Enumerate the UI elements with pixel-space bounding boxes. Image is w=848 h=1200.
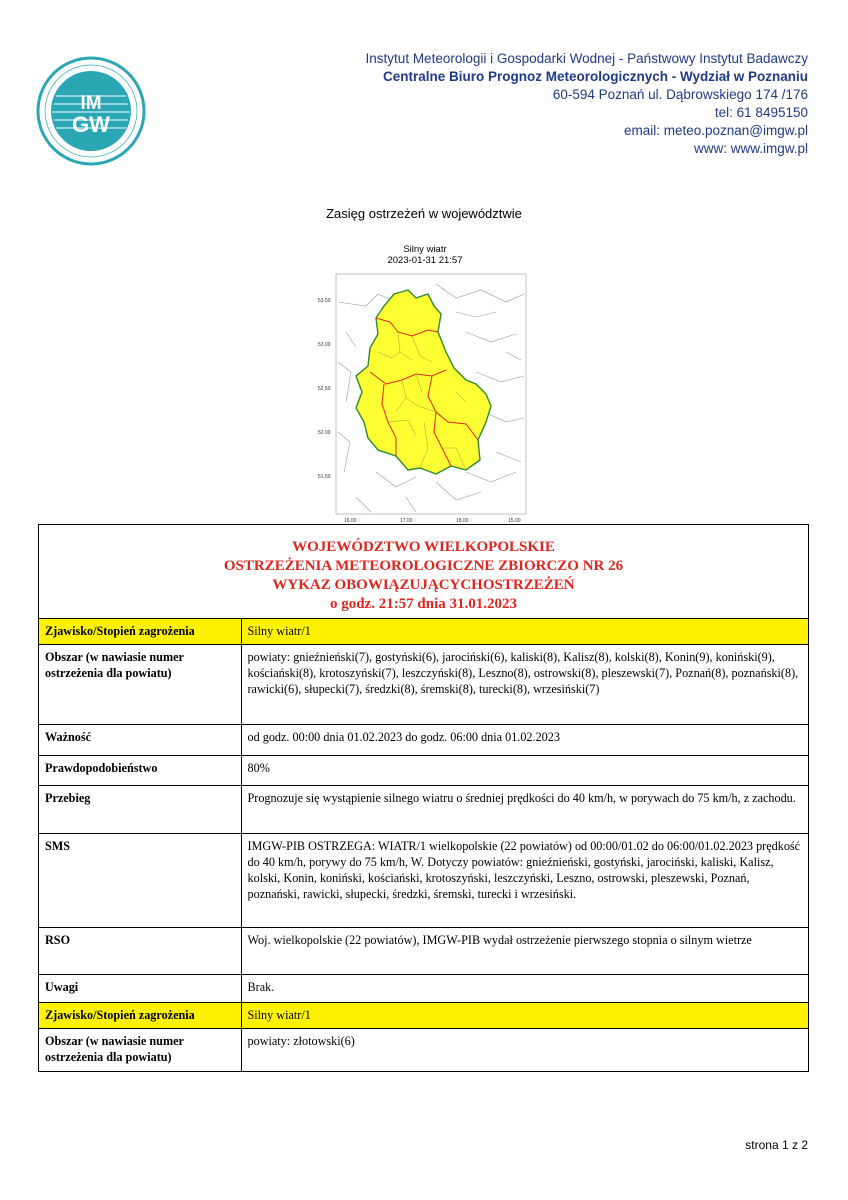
row-label: RSO [39,928,241,975]
row-value: od godz. 00:00 dnia 01.02.2023 do godz. 06:00 dnia 01.02.2023 [241,725,808,756]
heading-line: WYKAZ OBOWIĄZUJĄCYCHOSTRZEŻEŃ [272,577,575,593]
table-row [39,834,808,928]
table-row [39,756,808,786]
map-caption [340,244,510,266]
row-value: Brak. [241,975,808,1003]
lon-tick: 15.00 [508,518,521,524]
warnings-table [39,619,808,1071]
table-row [39,1003,808,1029]
svg-text:IM: IM [80,93,102,114]
heading-line: OSTRZEŻENIA METEOROLOGICZNE ZBIORCZO NR 26 [223,558,624,574]
website: www: www.imgw.pl [693,141,808,156]
document-heading [39,525,808,619]
lon-tick: 16.00 [344,518,357,524]
table-row [39,619,808,645]
lat-tick: 53.00 [318,342,331,348]
row-value: 80% [241,756,808,786]
table-row [39,1029,808,1071]
svg-text:GW: GW [72,112,110,137]
table-row [39,645,808,725]
row-label: Uwagi [39,975,241,1003]
table-row [39,786,808,834]
heading-line: WOJEWÓDZTWO WIELKOPOLSKIE [292,539,555,555]
lon-tick: 18.00 [456,518,469,524]
row-label: Zjawisko/Stopień zagrożenia [39,1003,241,1029]
row-label: SMS [39,834,241,928]
row-label: Przebieg [39,786,241,834]
lat-tick: 51.50 [318,474,331,480]
warning-map [316,272,532,524]
row-value: Silny wiatr/1 [241,1003,808,1029]
warning-document [38,524,809,1072]
institute-name: Instytut Meteorologii i Gospodarki Wodnej - Państwowy Instytut Badawczy [365,51,808,66]
table-row [39,928,808,975]
row-label: Zjawisko/Stopień zagrożenia [39,619,241,645]
institute-header [366,50,808,158]
table-row [39,975,808,1003]
row-value: Prognozuje się wystąpienie silnego wiatru o średniej prędkości do 40 km/h, w porywach do 75 km/h, z zachodu. [241,786,808,834]
heading-line: o godz. 21:57 dnia 31.01.2023 [329,596,518,612]
page-number: strona 1 z 2 [745,1138,808,1152]
bureau-name: Centralne Biuro Prognoz Meteorologicznych - Wydział w Poznaniu [382,69,808,84]
map-section-title: Zasięg ostrzeżeń w województwie [326,206,522,221]
row-label: Obszar (w nawiasie numer ostrzeżenia dla powiatu) [39,645,241,725]
row-value: Woj. wielkopolskie (22 powiatów), IMGW-PIB wydał ostrzeżenie pierwszego stopnia o silnym wietrze [241,928,808,975]
phone: tel: 61 8495150 [714,105,808,120]
row-label: Prawdopodobieństwo [39,756,241,786]
row-value: powiaty: złotowski(6) [241,1029,808,1071]
lat-tick: 52.50 [318,386,331,392]
row-value: IMGW-PIB OSTRZEGA: WIATR/1 wielkopolskie (22 powiatów) od 00:00/01.02 do 06:00/01.02.2023 prędkość do 40 km/h, porywy do 75 km/h, W. Dotyczy powiatów: gnieźnieński, gostyński, jarociński, kaliski, Kalisz, kolski, Konin, koniński, kościański, krotoszyński, leszczyński, Leszno, ostrowski, pleszewski, Poznań, poznański, rawicki, słupecki, średzki, śremski, turecki i wrzesiński. [241,834,808,928]
email: email: meteo.poznan@imgw.pl [623,123,808,138]
lon-tick: 17.00 [400,518,413,524]
row-value: Silny wiatr/1 [241,619,808,645]
imgw-logo [36,56,146,166]
map-title: Silny wiatr [403,244,447,255]
lat-tick: 53.50 [318,298,331,304]
row-label: Ważność [39,725,241,756]
lat-tick: 52.00 [318,430,331,436]
table-row [39,725,808,756]
row-label: Obszar (w nawiasie numer ostrzeżenia dla powiatu) [39,1029,241,1071]
row-value: powiaty: gnieźnieński(7), gostyński(6), jarociński(6), kaliski(8), Kalisz(8), kolski(8), Konin(9), koniński(9), kościański(8), krotoszyński(7), leszczyński(8), Leszno(8), ostrowski(8), pleszewski(7), Poznań(8), poznański(8), rawicki(6), słupecki(7), średzki(8), śremski(8), turecki(8), wrzesiński(7) [241,645,808,725]
address: 60-594 Poznań ul. Dąbrowskiego 174 /176 [552,87,808,102]
map-date: 2023-01-31 21:57 [387,255,463,266]
